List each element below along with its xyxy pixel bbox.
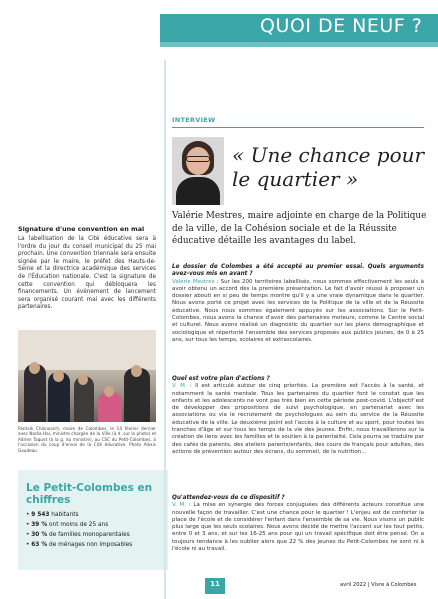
lead-text: Valérie Mestres, maire adjointe en charge de la Politique de la ville, de la Cohésion sociale et de la Réussite éducative détaille les avantages du label.	[172, 211, 427, 246]
answer-1-text: : Sur les 200 territoires labellisés, nous sommes effectivement les seuls à avoir obtenu un accord dès la première présentation. Le fait d'avoir réussi à proposer un dossier abouti en si peu de temps montre qu'il y a une vraie dynamique dans le quartier. Nous avons porté ce projet avec les services de la Politique de la ville et de la Réussite éducative. Nous nous sommes également appuyés sur les associations. Sur le Petit-Colombes, nous avons la chance d'avoir des partenaires moteurs, comme le Centre social et culturel. Nous avons réalisé un diagnostic du quartier sur les plans démographique et sociologique et répertorié l'ensemble des services proposés aux publics jeunes, de 0 à 25 ans, sur tous les temps, scolaires et extrascolaires.	[172, 278, 424, 343]
question-1: Le dossier de Colombes a été accepté au premier essai. Quels arguments avez-vous mis en avant ?	[172, 264, 424, 278]
event-photo	[18, 330, 156, 422]
answer-3-name: V. M.	[172, 502, 187, 509]
portrait-body	[176, 177, 220, 205]
sidebar-title: Signature d'une convention en mai	[18, 225, 145, 233]
portrait-glasses	[186, 156, 210, 162]
section-banner	[160, 14, 438, 42]
stats-title: Le Petit-Colombes en chiffres	[26, 482, 153, 506]
photo-head	[78, 374, 88, 385]
sidebar-article	[18, 225, 156, 312]
photo-caption: Pantxik Chainovich, maire de Colombes, le 14 février dernier avec Nadia Hai, ministre chargée de la Ville (à d. sur la photo) et Adrien Taquet (à la g. du ministre), au CSC du Petit-Colombes, à l'occasion du coup d'envoi de la Cité éducative. Photo Alexis Goudeau	[18, 426, 156, 453]
answer-3	[172, 502, 424, 553]
stats-box	[18, 470, 168, 570]
photo-head	[104, 386, 114, 397]
question-2-block	[172, 376, 424, 456]
article-lead	[172, 210, 428, 248]
section-title: QUOI DE NEUF ?	[260, 15, 423, 37]
stats-item: • 9 543 habitants	[26, 512, 79, 518]
stats-item: • 63 % de ménages non imposables	[26, 542, 133, 548]
question-3-block	[172, 495, 424, 553]
stats-item: • 30 % de familles monoparentales	[26, 532, 130, 538]
article-headline: « Une chance pour le quartier »	[232, 143, 425, 191]
column-divider	[164, 60, 166, 599]
question-2: Quel est votre plan d'actions ?	[172, 376, 270, 382]
sidebar-text: La labellisation de la Cité éducative sera à l'ordre du jour du conseil municipal du 25 mai prochain. Une convention triennale sera ensuite signée par le maire, le préfet des Hauts-de-Seine et la directrice académique des services de l'Éducation nationale. C'est la signature de cette convention qui débloquera les financements. Un événement de lancement sera organisé courant mai avec les différents partenaires.	[18, 236, 156, 311]
answer-2-text: : Il est articulé autour de cinq priorités. La première est l'accès à la santé, et notamment la santé mentale. Tous les partenaires du quartier font le constat que les enfants et les adolescents ne vont pas très bien en cette période post-covid. L'objectif est de développer des propositions de suivi psychologique, en partenariat avec les associations ou via le recrutement de psychologues au sein du service de la Réussite éducative de la ville. Le deuxième point est l'accès à la culture et au sport, pour toutes les tranches d'âge et sur tous les temps de la vie des jeunes. Enfin, nous travaillerons sur la création de liens avec les familles et le soutien à la parentalité. Cela pourra se traduire par des cafés de parents, des ateliers parents/enfants, des cours de français pour adultes, des actions de prévention autour des écrans, du sommeil, de la nutrition…	[172, 383, 424, 455]
answer-3-text: : La mise en synergie des forces conjuguées des différents acteurs constitue une nouvelle façon de travailler. C'est une chance pour le quartier ! L'enjeu est de conforter la place de l'école et de considérer l'enfant dans l'ensemble de sa vie. Nous visons un public plus large que les seuls scolaires. Nous avons décidé de mettre l'accent sur les tout petits, entre 0 et 3 ans, et sur les 16-25 ans pour qui un travail spécifique doit être pensé. On a toujours tendance à les oublier alors que 22 % des jeunes du Petit-Colombes ne sont ni à l'école ni au travail.	[172, 502, 424, 553]
question-1-block	[172, 264, 424, 344]
answer-2-name: V. M.	[172, 383, 187, 390]
question-3: Qu'attendez-vous de ce dispositif ?	[172, 495, 285, 501]
photo-head	[53, 370, 64, 382]
answer-1-name: Valérie Mestres	[172, 278, 215, 285]
portrait-photo	[172, 137, 224, 205]
page-number: 11	[210, 580, 220, 588]
page-number-box	[205, 578, 225, 594]
answer-2	[172, 383, 424, 456]
banner-accent-strip	[160, 42, 438, 47]
stats-list	[26, 510, 132, 550]
article-kicker: INTERVIEW	[172, 116, 216, 124]
photo-head	[131, 365, 142, 377]
issue-footer: avril 2022 | Vivre à Colombes	[340, 582, 417, 588]
photo-head	[29, 362, 40, 374]
kicker-rule	[172, 127, 424, 128]
answer-1	[172, 279, 424, 345]
stats-item: • 39 % ont moins de 25 ans	[26, 522, 109, 528]
